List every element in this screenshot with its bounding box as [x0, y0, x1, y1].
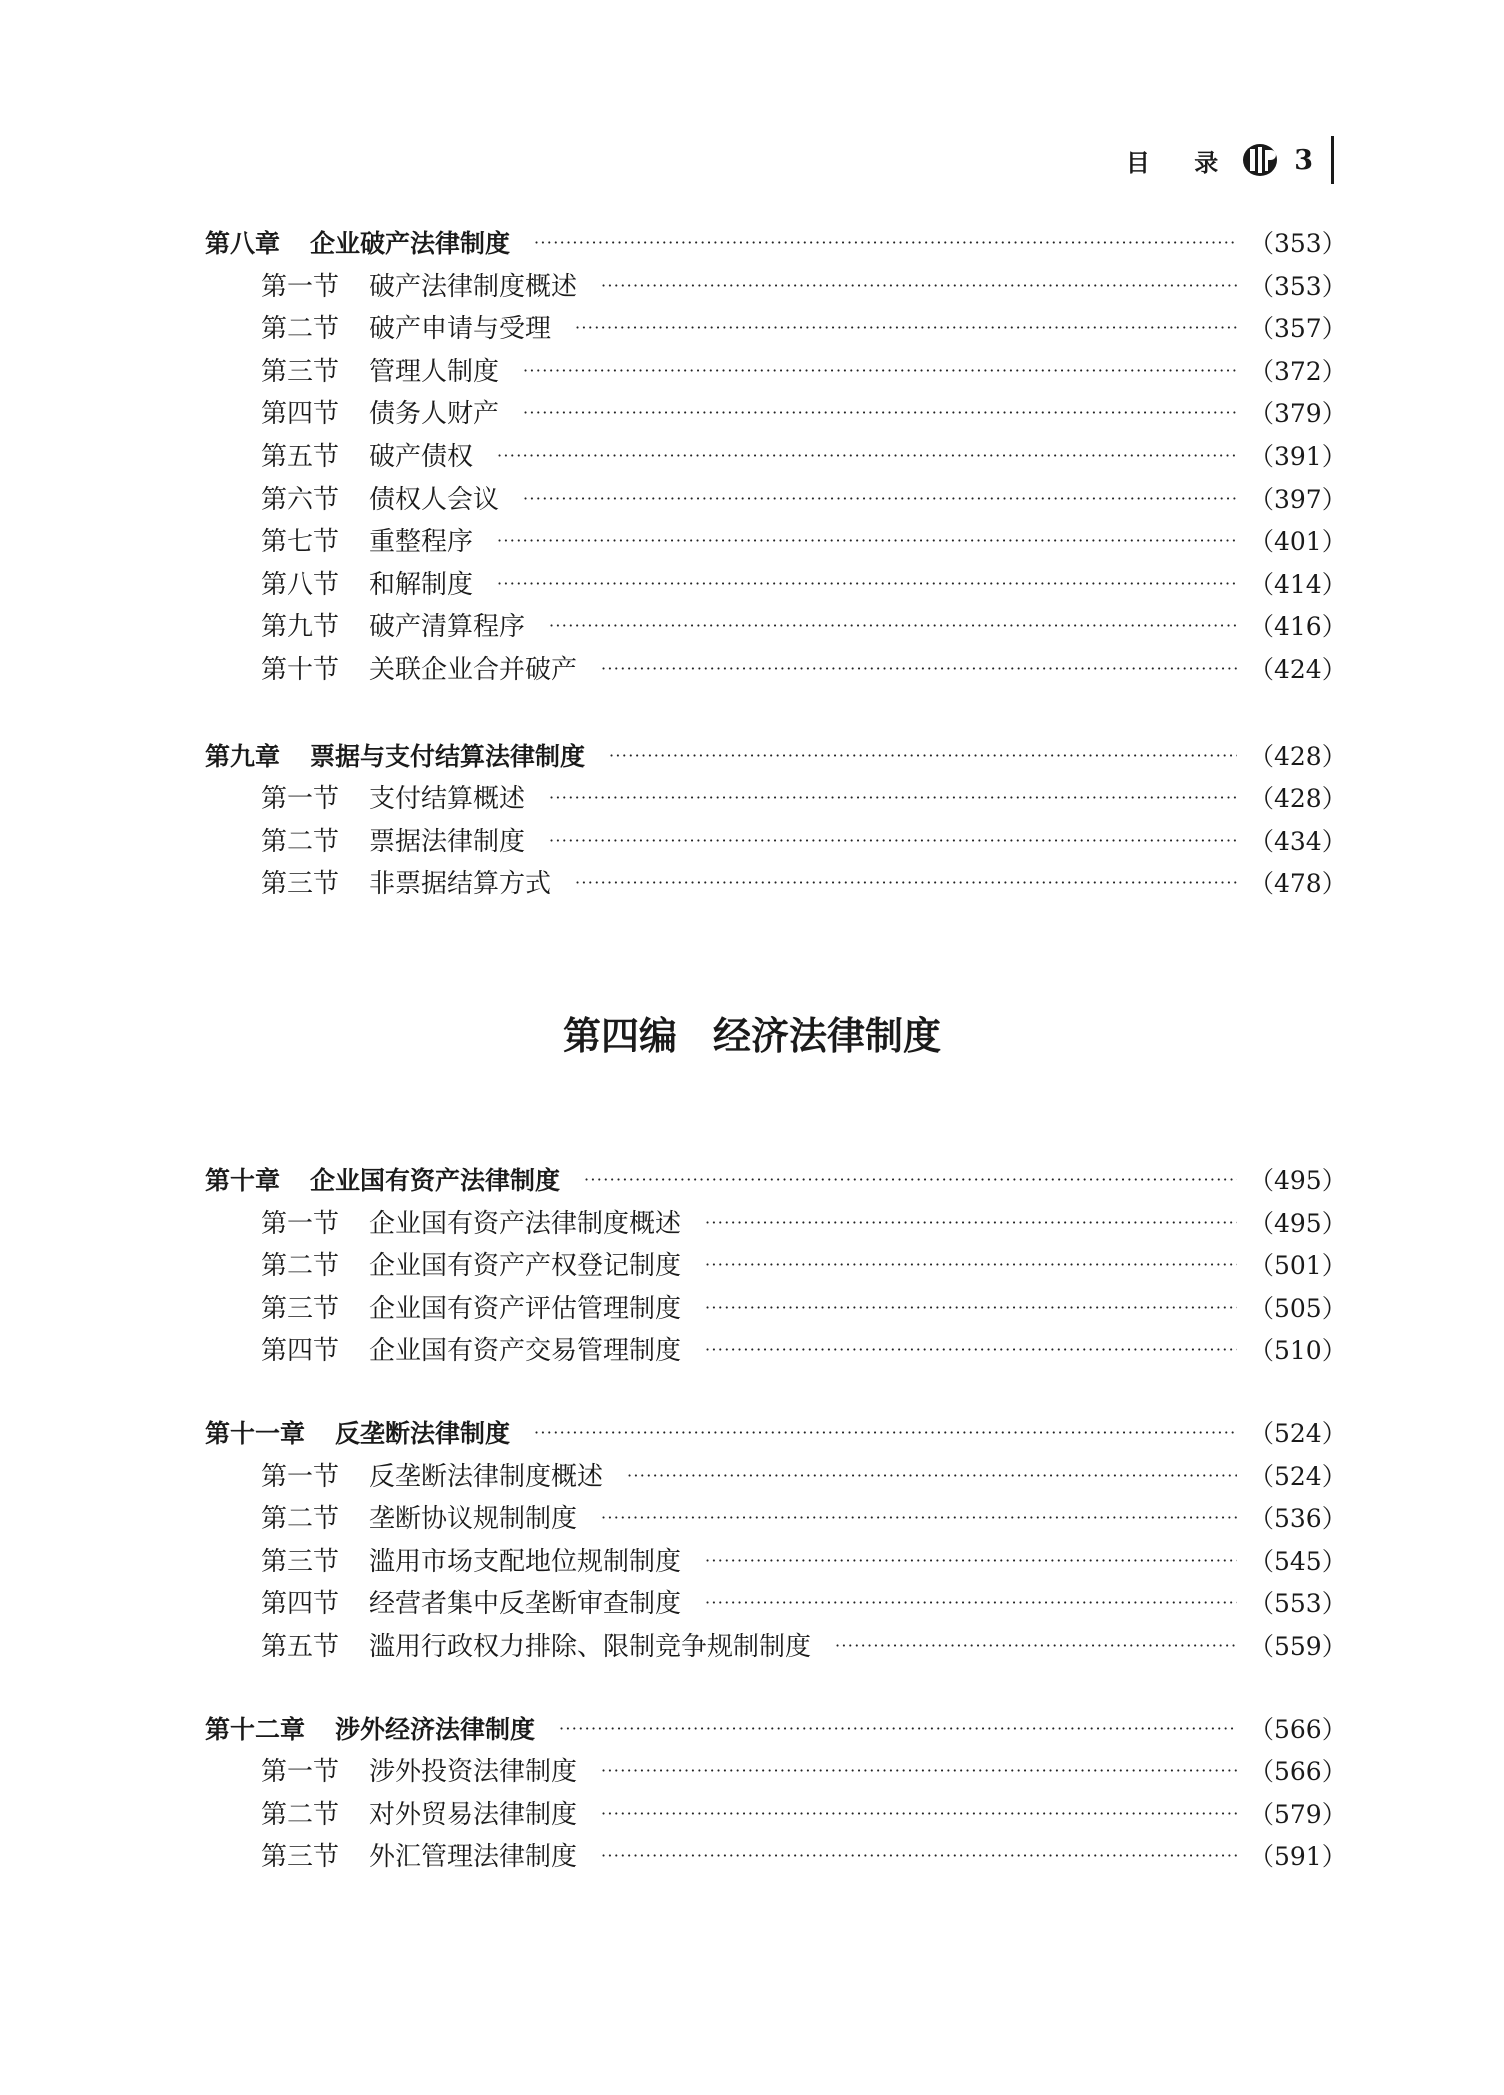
- group-spacer: [205, 1373, 1329, 1413]
- chapter-number: 第十章: [205, 1166, 281, 1195]
- chapter-page-number: （495）: [1249, 1166, 1347, 1195]
- running-header-rule: [1331, 136, 1334, 184]
- section-page-number: （478）: [1249, 869, 1347, 899]
- toc-section-entry: [205, 1836, 1347, 1879]
- dot-leader: [584, 1159, 1237, 1202]
- toc-chapter-entry: [205, 736, 1347, 779]
- section-number: 第三节: [261, 869, 340, 900]
- section-title: 涉外投资法律制度: [369, 1757, 578, 1788]
- chapter-page-number: （353）: [1249, 229, 1347, 258]
- section-number: 第十节: [261, 654, 340, 685]
- dot-leader: [705, 1329, 1237, 1372]
- dot-leader: [705, 1540, 1237, 1583]
- section-title: 破产申请与受理: [369, 314, 552, 345]
- toc-section-entry: [205, 821, 1347, 864]
- chapter-title: 涉外经济法律制度: [335, 1714, 536, 1744]
- part-number: 第四编: [562, 1013, 677, 1058]
- toc-section-entry: [205, 1456, 1347, 1499]
- section-number: 第一节: [261, 1208, 340, 1239]
- toc-section-entry: [205, 649, 1347, 692]
- section-page-number: （357）: [1249, 314, 1347, 344]
- chapter-page-number: （524）: [1249, 1418, 1347, 1448]
- section-title: 反垄断法律制度概述: [369, 1461, 604, 1492]
- group-spacer: [205, 1669, 1329, 1709]
- dot-leader: [601, 1793, 1237, 1836]
- section-number: 第二节: [261, 1251, 340, 1282]
- section-page-number: （559）: [1249, 1631, 1347, 1661]
- section-title: 非票据结算方式: [369, 869, 552, 900]
- section-page-number: （379）: [1249, 399, 1347, 429]
- dot-leader: [534, 222, 1237, 265]
- section-number: 第九节: [261, 612, 340, 643]
- section-title: 关联企业合并破产: [369, 654, 578, 685]
- dot-leader: [705, 1287, 1237, 1330]
- section-title: 破产债权: [369, 441, 474, 472]
- toc-chapter-entry: [205, 1413, 1347, 1456]
- section-page-number: （495）: [1249, 1208, 1347, 1238]
- dot-leader: [549, 777, 1237, 820]
- section-title: 企业国有资产交易管理制度: [369, 1336, 682, 1367]
- dot-leader: [705, 1202, 1237, 1245]
- section-page-number: （372）: [1249, 356, 1347, 386]
- toc-section-entry: [205, 521, 1347, 564]
- section-number: 第二节: [261, 314, 340, 345]
- section-page-number: （566）: [1249, 1757, 1347, 1787]
- section-number: 第二节: [261, 1504, 340, 1535]
- dot-leader: [609, 735, 1237, 778]
- toc-section-entry: [205, 1203, 1347, 1246]
- section-page-number: （401）: [1249, 527, 1347, 557]
- toc-section-entry: [205, 393, 1347, 436]
- section-number: 第二节: [261, 826, 340, 857]
- section-number: 第三节: [261, 1546, 340, 1577]
- toc-section-entry: [205, 1288, 1347, 1331]
- dot-leader: [601, 1835, 1237, 1878]
- dot-leader: [534, 1412, 1237, 1455]
- section-page-number: （424）: [1249, 654, 1347, 684]
- section-title: 垄断协议规制制度: [369, 1504, 578, 1535]
- dot-leader: [705, 1582, 1237, 1625]
- dot-leader: [575, 307, 1237, 350]
- section-title: 企业国有资产产权登记制度: [369, 1251, 682, 1282]
- section-page-number: （545）: [1249, 1546, 1347, 1576]
- toc-section-entry: [205, 308, 1347, 351]
- chapter-number: 第九章: [205, 741, 281, 771]
- chapter-title: 企业破产法律制度: [310, 229, 511, 258]
- toc-block-part-three: [205, 223, 1347, 906]
- running-header: [1126, 138, 1334, 182]
- chapter-number: 第十一章: [205, 1418, 306, 1448]
- part-title: 经济法律制度: [713, 1013, 942, 1058]
- section-number: 第一节: [261, 784, 340, 815]
- section-number: 第三节: [261, 356, 340, 387]
- running-header-page-number: 3: [1294, 144, 1313, 176]
- toc-chapter-entry: [205, 1709, 1347, 1752]
- toc-section-entry: [205, 778, 1347, 821]
- chapter-title: 企业国有资产法律制度: [310, 1166, 561, 1195]
- dot-leader: [497, 435, 1237, 478]
- dot-leader: [601, 265, 1237, 308]
- toc-section-entry: [205, 1498, 1347, 1541]
- section-number: 第五节: [261, 441, 340, 472]
- section-title: 债务人财产: [369, 399, 500, 430]
- toc-section-entry: [205, 479, 1347, 522]
- dot-leader: [523, 350, 1237, 393]
- toc-section-entry: [205, 266, 1347, 309]
- section-number: 第四节: [261, 1589, 340, 1620]
- section-title: 滥用市场支配地位规制制度: [369, 1546, 682, 1577]
- dot-leader: [559, 1708, 1237, 1751]
- toc-section-entry: [205, 1626, 1347, 1669]
- section-number: 第七节: [261, 527, 340, 558]
- section-number: 第四节: [261, 1336, 340, 1367]
- section-title: 债权人会议: [369, 484, 500, 515]
- section-title: 和解制度: [369, 569, 474, 600]
- section-number: 第四节: [261, 399, 340, 430]
- section-page-number: （591）: [1249, 1842, 1347, 1872]
- toc-chapter-entry: [205, 223, 1347, 266]
- dot-leader: [523, 392, 1237, 435]
- dot-leader: [497, 520, 1237, 563]
- dot-leader: [601, 1750, 1237, 1793]
- section-page-number: （579）: [1249, 1799, 1347, 1829]
- section-title: 管理人制度: [369, 356, 500, 387]
- toc-section-entry: [205, 1751, 1347, 1794]
- section-page-number: （501）: [1249, 1251, 1347, 1281]
- publisher-logo-icon: [1240, 142, 1280, 178]
- section-page-number: （524）: [1249, 1461, 1347, 1491]
- part-heading: [0, 1005, 1504, 1060]
- chapter-number: 第十二章: [205, 1714, 306, 1744]
- toc-section-entry: [205, 1245, 1347, 1288]
- section-title: 外汇管理法律制度: [369, 1842, 578, 1873]
- chapter-number: 第八章: [205, 229, 281, 258]
- toc-section-entry: [205, 863, 1347, 906]
- section-page-number: （416）: [1249, 612, 1347, 642]
- toc-section-entry: [205, 1583, 1347, 1626]
- section-number: 第一节: [261, 1757, 340, 1788]
- section-number: 第一节: [261, 271, 340, 302]
- dot-leader: [523, 478, 1237, 521]
- section-page-number: （414）: [1249, 569, 1347, 599]
- section-page-number: （553）: [1249, 1589, 1347, 1619]
- toc-section-entry: [205, 606, 1347, 649]
- section-number: 第五节: [261, 1631, 340, 1662]
- section-page-number: （391）: [1249, 441, 1347, 471]
- section-title: 对外贸易法律制度: [369, 1799, 578, 1830]
- toc-chapter-entry: [205, 1160, 1347, 1203]
- section-number: 第六节: [261, 484, 340, 515]
- toc-section-entry: [205, 1330, 1347, 1373]
- section-page-number: （397）: [1249, 484, 1347, 514]
- section-number: 第三节: [261, 1293, 340, 1324]
- toc-section-entry: [205, 1541, 1347, 1584]
- section-page-number: （505）: [1249, 1293, 1347, 1323]
- running-header-title: 目 录: [1125, 148, 1237, 177]
- section-number: 第八节: [261, 569, 340, 600]
- toc-section-entry: [205, 436, 1347, 479]
- section-title: 破产清算程序: [369, 612, 526, 643]
- dot-leader: [835, 1625, 1237, 1668]
- section-page-number: （353）: [1249, 271, 1347, 301]
- dot-leader: [601, 1497, 1237, 1540]
- section-page-number: （428）: [1249, 784, 1347, 814]
- toc-section-entry: [205, 564, 1347, 607]
- section-page-number: （536）: [1249, 1504, 1347, 1534]
- section-page-number: （434）: [1249, 826, 1347, 856]
- dot-leader: [549, 820, 1237, 863]
- toc-section-entry: [205, 351, 1347, 394]
- toc-section-entry: [205, 1794, 1347, 1837]
- section-page-number: （510）: [1249, 1336, 1347, 1366]
- dot-leader: [627, 1455, 1237, 1498]
- group-spacer: [205, 692, 1329, 736]
- chapter-title: 反垄断法律制度: [335, 1418, 511, 1448]
- section-title: 企业国有资产法律制度概述: [369, 1208, 682, 1239]
- toc-block-part-four: [205, 1160, 1347, 1879]
- section-number: 第一节: [261, 1461, 340, 1492]
- dot-leader: [497, 563, 1237, 606]
- dot-leader: [575, 862, 1237, 905]
- section-number: 第三节: [261, 1842, 340, 1873]
- dot-leader: [601, 648, 1237, 691]
- section-title: 重整程序: [369, 527, 474, 558]
- section-title: 滥用行政权力排除、限制竞争规制制度: [369, 1631, 812, 1662]
- dot-leader: [705, 1244, 1237, 1287]
- chapter-title: 票据与支付结算法律制度: [310, 741, 586, 771]
- section-title: 企业国有资产评估管理制度: [369, 1293, 682, 1324]
- section-title: 支付结算概述: [369, 784, 526, 815]
- chapter-page-number: （428）: [1249, 741, 1347, 771]
- section-title: 票据法律制度: [369, 826, 526, 857]
- dot-leader: [549, 605, 1237, 648]
- section-number: 第二节: [261, 1799, 340, 1830]
- section-title: 经营者集中反垄断审查制度: [369, 1589, 682, 1620]
- section-title: 破产法律制度概述: [369, 271, 578, 302]
- chapter-page-number: （566）: [1249, 1714, 1347, 1744]
